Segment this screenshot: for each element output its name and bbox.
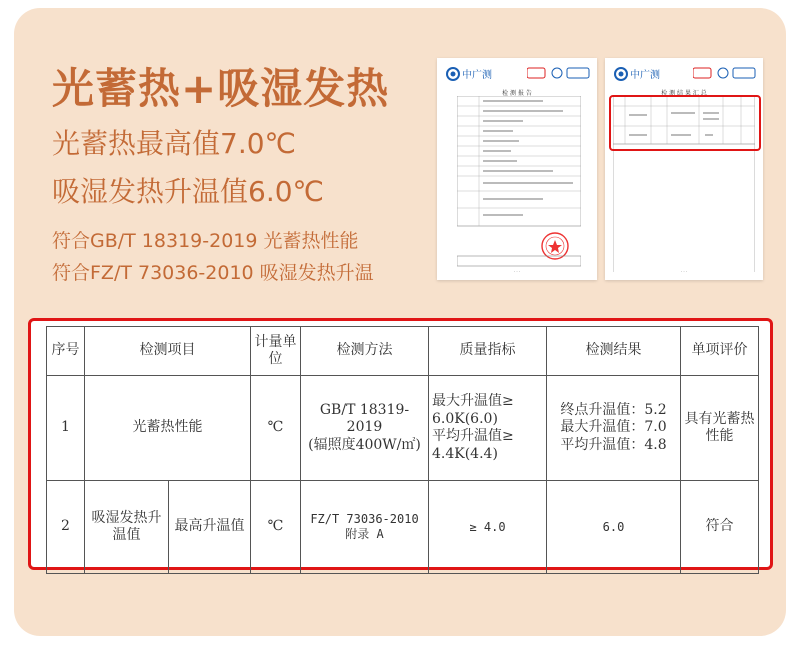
row1-index-line2: 6.0K(6.0) xyxy=(432,410,498,427)
header-no: 序号 xyxy=(47,327,85,376)
row1-unit: ℃ xyxy=(251,376,301,481)
row1-no: 1 xyxy=(47,376,85,481)
row1-index-line1: 最大升温值≥ xyxy=(432,393,514,409)
header-method: 检测方法 xyxy=(301,327,429,376)
standard-gb: 符合GB/T 18319-2019 光蓄热性能 xyxy=(52,230,359,252)
row1-result-line2: 最大升温值：7.0 xyxy=(560,419,667,436)
row1-result-line1: 终点升温值：5.2 xyxy=(560,401,667,418)
table-row xyxy=(47,481,759,574)
test-report-cover-thumbnail xyxy=(437,58,597,280)
row2-sub-item: 最高升温值 xyxy=(169,481,251,574)
header-index: 质量指标 xyxy=(429,327,547,376)
standard-fz: 符合FZ/T 73036-2010 吸湿发热升温 xyxy=(52,262,374,284)
table-header-row xyxy=(47,327,759,376)
row2-method-line2: 附录 A xyxy=(345,527,384,541)
row1-method-line1: GB/T 18319-2019 xyxy=(319,401,410,436)
headline: 光蓄热+吸湿发热 xyxy=(52,64,390,113)
page-number-2: · · · xyxy=(680,269,688,274)
header-result: 检测结果 xyxy=(547,327,681,376)
row1-method-line2: (辐照度400W/㎡) xyxy=(308,436,421,453)
header-evaluation: 单项评价 xyxy=(681,327,759,376)
row2-index: ≥ 4.0 xyxy=(429,481,547,574)
row2-result: 6.0 xyxy=(547,481,681,574)
results-table-highlight xyxy=(28,318,773,570)
row1-index xyxy=(429,376,547,481)
row2-no: 2 xyxy=(47,481,85,574)
org-logo-text-2: 中广测 xyxy=(630,70,660,81)
results-highlight-box xyxy=(609,95,761,151)
subline-moisture-heat: 吸湿发热升温值6.0℃ xyxy=(52,175,324,208)
row1-index-line3: 平均升温值≥ xyxy=(432,428,514,444)
org-logo-icon xyxy=(445,66,501,82)
certification-marks-icon-2 xyxy=(693,67,757,79)
row1-method xyxy=(301,376,429,481)
row1-item: 光蓄热性能 xyxy=(85,376,251,481)
row1-evaluation: 具有光蓄热性能 xyxy=(681,376,759,481)
row2-unit: ℃ xyxy=(251,481,301,574)
report-form-graphic xyxy=(457,96,581,272)
row2-method-line1: FZ/T 73036-2010 xyxy=(310,512,419,526)
row1-result-line3: 平均升温值：4.8 xyxy=(560,436,667,453)
header-unit: 计量单位 xyxy=(251,327,301,376)
row1-result xyxy=(547,376,681,481)
results-title: 检 测 结 果 汇 总 xyxy=(661,90,707,97)
report-title: 检 测 报 告 xyxy=(502,90,532,97)
header-item: 检测项目 xyxy=(85,327,251,376)
results-table xyxy=(46,326,759,574)
row2-method xyxy=(301,481,429,574)
subline-photothermal-max: 光蓄热最高值7.0℃ xyxy=(52,127,296,160)
row2-evaluation: 符合 xyxy=(681,481,759,574)
table-row xyxy=(47,376,759,481)
org-logo-text: 中广测 xyxy=(462,70,492,81)
row1-index-line4: 4.4K(4.4) xyxy=(432,445,498,462)
row2-item: 吸湿发热升温值 xyxy=(85,481,169,574)
certification-marks-icon xyxy=(527,67,591,79)
page-number: · · · xyxy=(513,269,521,274)
org-logo-icon-2 xyxy=(613,66,669,82)
test-report-results-thumbnail xyxy=(605,58,763,280)
